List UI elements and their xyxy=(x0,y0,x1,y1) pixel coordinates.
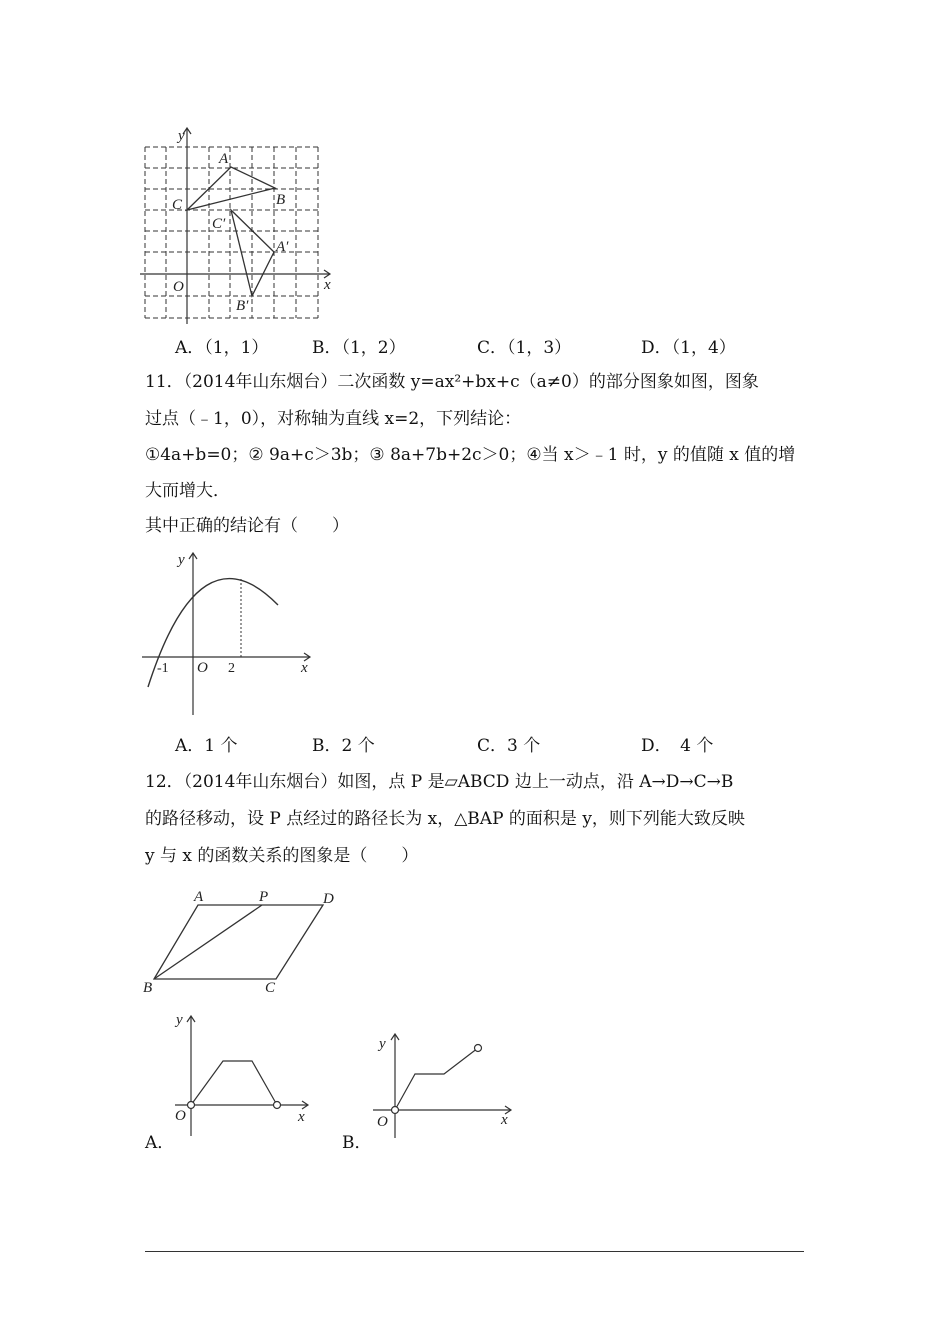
q10-axis-y: y xyxy=(178,128,185,144)
q10-option-c: C．（1，3） xyxy=(477,338,572,358)
q11-text-line-3: ①4a+b=0；② 9a+c＞3b；③ 8a+7b+2c＞0；④当 x＞﹣1 时，y 的值随 x 值的增 xyxy=(145,445,796,465)
q12-label-c: C xyxy=(265,980,276,996)
q12-graph-a xyxy=(170,1008,320,1138)
q11-option-c: C．3 个 xyxy=(477,736,541,756)
q10-label-a: A xyxy=(219,151,229,167)
q10-label-b-prime: B′ xyxy=(236,298,249,314)
q12-label-p: P xyxy=(259,889,269,905)
q12-label-d: D xyxy=(323,891,334,907)
q11-tick-2: 2 xyxy=(228,661,235,676)
q12-option-a: A． xyxy=(145,1133,175,1153)
q10-label-b: B xyxy=(276,192,286,208)
q12-text-line-2: 的路径移动，设 P 点经过的路径长为 x，△BAP 的面积是 y，则下列能大致反映 xyxy=(145,809,745,829)
q11-axis-x: x xyxy=(301,660,308,676)
q11-option-a: A．1 个 xyxy=(175,736,238,756)
q10-option-b: B．（1，2） xyxy=(312,338,406,358)
q12-label-b: B xyxy=(143,980,153,996)
q10-option-a: A．（1，1） xyxy=(175,338,269,358)
q12-option-b: B． xyxy=(342,1133,372,1153)
q11-option-d: D． 4 个 xyxy=(641,736,714,756)
graph-a-axis-x: x xyxy=(298,1109,305,1125)
graph-b-axis-x: x xyxy=(501,1112,508,1128)
q10-grid-figure xyxy=(140,120,340,325)
q11-parabola-figure xyxy=(140,545,320,720)
q11-origin: O xyxy=(197,660,208,676)
q12-text-line-1: 12．（2014年山东烟台）如图，点 P 是▱ABCD 边上一动点，沿 A→D→C→B xyxy=(145,772,734,792)
graph-a-origin: O xyxy=(175,1108,186,1124)
q11-option-b: B．2 个 xyxy=(312,736,375,756)
q10-axis-x: x xyxy=(324,277,331,293)
q10-option-d: D．（1，4） xyxy=(641,338,736,358)
q11-text-line-2: 过点（﹣1，0），对称轴为直线 x=2，下列结论： xyxy=(145,409,522,429)
graph-b-axis-y: y xyxy=(379,1036,386,1052)
footer-divider xyxy=(145,1251,804,1252)
q10-label-c-prime: C′ xyxy=(212,216,226,232)
q10-label-c: C xyxy=(172,197,183,213)
q11-axis-y: y xyxy=(178,552,185,568)
q10-label-a-prime: A′ xyxy=(276,239,289,255)
q11-question: 其中正确的结论有（ ） xyxy=(145,516,349,536)
q12-label-a: A xyxy=(194,889,204,905)
q12-question: y 与 x 的函数关系的图象是（ ） xyxy=(145,846,419,866)
q11-text-line-1: 11．（2014年山东烟台）二次函数 y=ax²+bx+c（a≠0）的部分图象如图，图象 xyxy=(145,372,759,392)
q11-tick-neg1: -1 xyxy=(157,661,169,676)
graph-b-origin: O xyxy=(377,1114,388,1130)
q12-graph-b xyxy=(368,1028,518,1143)
q12-parallelogram-figure xyxy=(140,885,350,1000)
graph-a-axis-y: y xyxy=(176,1012,183,1028)
q11-text-line-4: 大而增大． xyxy=(145,481,230,501)
q10-origin: O xyxy=(173,279,184,295)
